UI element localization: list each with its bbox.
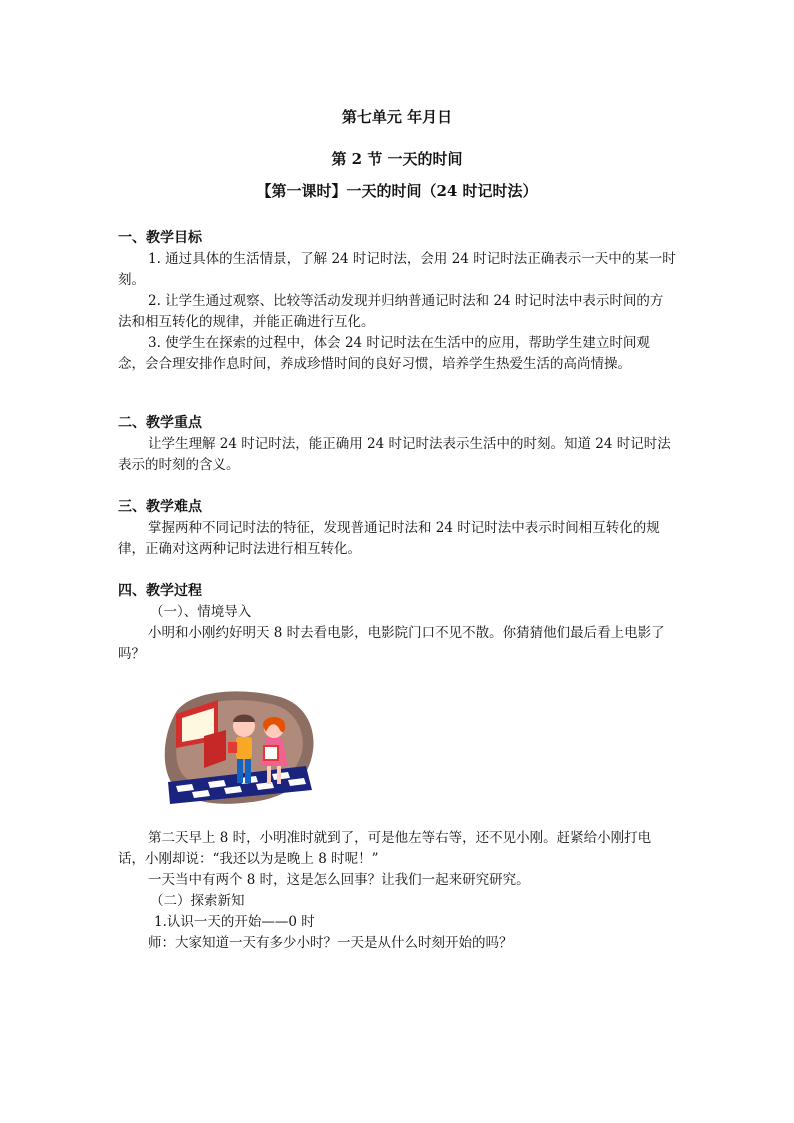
goal-item: 3. 使学生在探索的过程中，体会 24 时记时法在生活中的应用，帮助学生建立时间观念，会合理安排作息时间，养成珍惜时间的良好习惯，培养学生热爱生活的高尚情操。: [118, 335, 650, 372]
story-text: 第二天早上 8 时，小明准时就到了，可是他左等右等，还不见小刚。赶紧给小刚打电话，小刚却说：“我还以为是晚上 8 时呢！”: [118, 830, 652, 867]
key-text: 让学生理解 24 时记时法，能正确用 24 时记时法表示生活中的时刻。知道 24 时记时法表示的时刻的含义。: [118, 436, 671, 473]
difficulty-section: [118, 497, 676, 560]
unit-title: 第七单元 年月日: [341, 108, 453, 126]
point-one: 1.认识一天的开始——0 时: [154, 914, 315, 930]
lesson-title: 【第一课时】一天的时间（24 时记时法）: [256, 182, 538, 200]
section-title: 第 2 节 一天的时间: [331, 150, 463, 168]
process-heading: 四、教学过程: [118, 583, 202, 599]
goals-section: [118, 228, 676, 375]
cinema-illustration: [156, 686, 316, 810]
difficulty-heading: 三、教学难点: [118, 499, 202, 515]
goal-item: 1. 通过具体的生活情景，了解 24 时记时法，会用 24 时记时法正确表示一天中的某一时刻。: [118, 251, 676, 288]
key-section: [118, 413, 676, 476]
process-continued: [118, 828, 676, 954]
goals-heading: 一、教学目标: [118, 230, 202, 246]
intro-text: 小明和小刚约好明天 8 时去看电影，电影院门口不见不散。你猜猜他们最后看上电影了吗？: [118, 625, 665, 662]
goal-item: 2. 让学生通过观察、比较等活动发现并归纳普通记时法和 24 时记时法中表示时间的方法和相互转化的规律，并能正确进行互化。: [118, 293, 664, 330]
difficulty-text: 掌握两种不同记时法的特征，发现普通记时法和 24 时记时法中表示时间相互转化的规律，正确对这两种记时法进行相互转化。: [118, 520, 660, 557]
question-text: 一天当中有两个 8 时，这是怎么回事？让我们一起来研究研究。: [148, 872, 530, 888]
key-heading: 二、教学重点: [118, 415, 202, 431]
intro-label: （一）、情境导入: [150, 604, 252, 620]
explore-label: （二）探索新知: [150, 893, 245, 909]
teacher-question: 师：大家知道一天有多少小时？一天是从什么时刻开始的吗？: [148, 935, 513, 951]
process-section: [118, 581, 676, 665]
